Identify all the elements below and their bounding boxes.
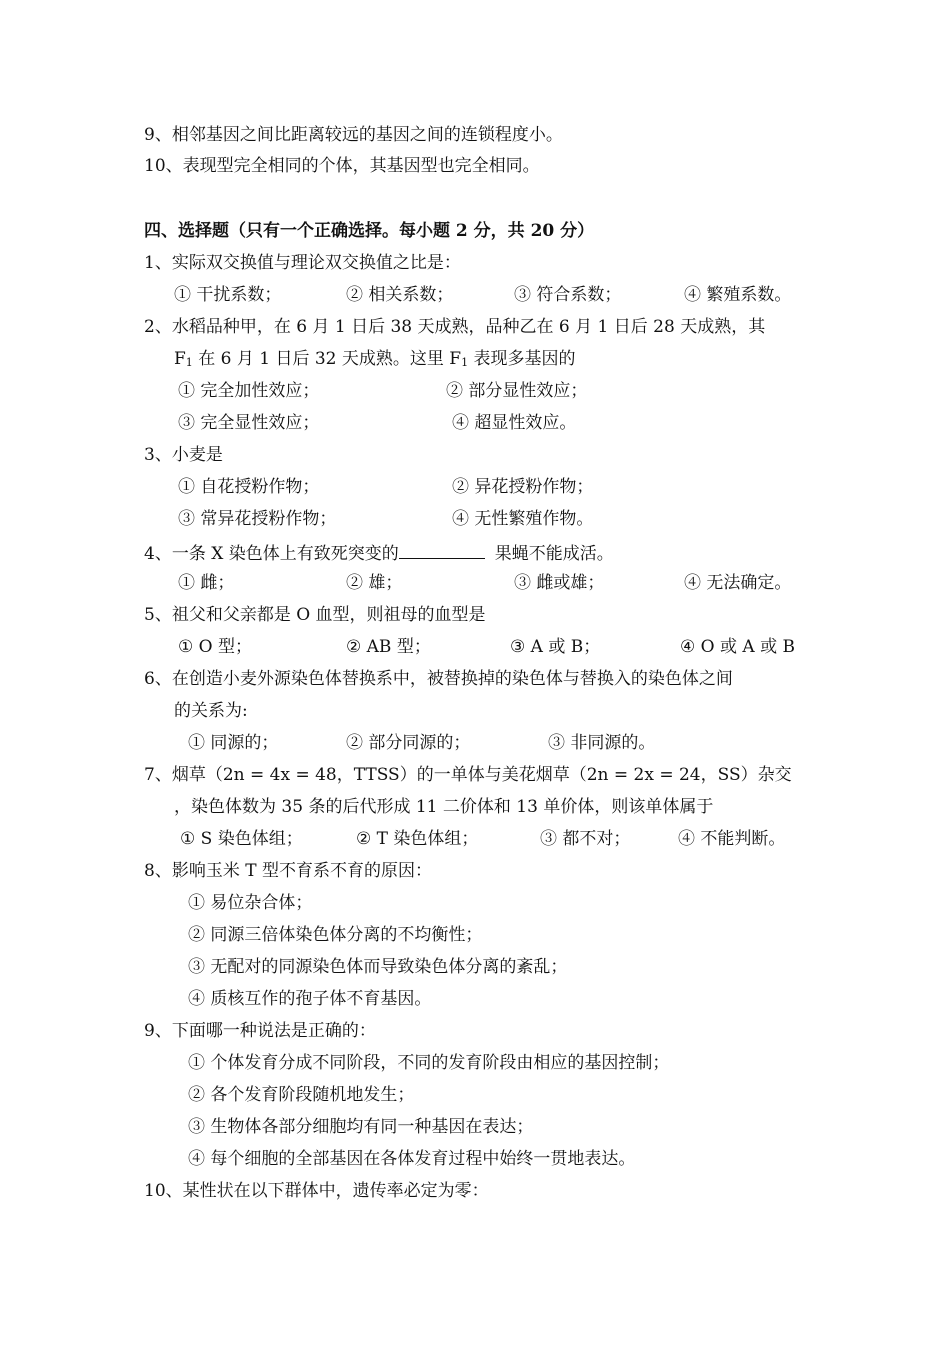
q6-option-2: ② 部分同源的； bbox=[346, 733, 471, 753]
q5-option-3: ③ A 或 B； bbox=[510, 637, 601, 657]
q1-option-3: ③ 符合系数； bbox=[514, 285, 622, 305]
q3-option-4: ④ 无性繁殖作物。 bbox=[452, 509, 594, 529]
tf-item-10: 10、表现型完全相同的个体，其基因型也完全相同。 bbox=[144, 156, 540, 176]
q5-option-1: ① O 型； bbox=[178, 637, 252, 657]
question-6-stem-cont: 的关系为: bbox=[174, 701, 248, 721]
q5-option-2: ② AB 型； bbox=[346, 637, 431, 657]
q7-option-4: ④ 不能判断。 bbox=[678, 829, 786, 849]
question-2-stem: 2、水稻品种甲，在 6 月 1 日后 38 天成熟，品种乙在 6 月 1 日后 28 天成熟，其 bbox=[144, 317, 766, 337]
q2-option-4: ④ 超显性效应。 bbox=[452, 413, 577, 433]
tf-item-9: 9、相邻基因之间比距离较远的基因之间的连锁程度小。 bbox=[144, 125, 563, 145]
question-10-stem: 10、某性状在以下群体中，遗传率必定为零： bbox=[144, 1181, 489, 1201]
question-9-stem: 9、下面哪一种说法是正确的： bbox=[144, 1021, 376, 1041]
q8-option-3: ③ 无配对的同源染色体而导致染色体分离的紊乱； bbox=[188, 957, 568, 977]
q3-option-1: ① 自花授粉作物； bbox=[178, 477, 320, 497]
q7-option-1: ① S 染色体组； bbox=[180, 829, 303, 849]
question-4-stem: 4、一条 X 染色体上有致死突变的 果蝇不能成活。 bbox=[144, 540, 614, 565]
section-heading: 四、选择题（只有一个正确选择。每小题 2 分，共 20 分） bbox=[144, 221, 595, 241]
question-1-stem: 1、实际双交换值与理论双交换值之比是： bbox=[144, 253, 461, 273]
q1-option-4: ④ 繁殖系数。 bbox=[684, 285, 792, 305]
q9-option-1: ① 个体发育分成不同阶段，不同的发育阶段由相应的基因控制； bbox=[188, 1053, 670, 1073]
q3-option-3: ③ 常异花授粉作物； bbox=[178, 509, 337, 529]
q2-option-1: ① 完全加性效应； bbox=[178, 381, 320, 401]
q8-option-2: ② 同源三倍体染色体分离的不均衡性； bbox=[188, 925, 483, 945]
question-7-stem: 7、烟草（2n = 4x = 48，TTSS）的一单体与美花烟草（2n = 2x = 24，SS）杂交 bbox=[144, 765, 792, 785]
q2-option-2: ② 部分显性效应； bbox=[446, 381, 588, 401]
q2-option-3: ③ 完全显性效应； bbox=[178, 413, 320, 433]
question-2-stem-cont: $F_1$ 在 6 月 1 日后 32 天成熟。这里 $F_1$ 表现多基因的 bbox=[174, 349, 576, 369]
q1-option-2: ② 相关系数； bbox=[346, 285, 454, 305]
q4-option-4: ④ 无法确定。 bbox=[684, 573, 792, 593]
q7-option-2: ② T 染色体组； bbox=[356, 829, 479, 849]
q7-option-3: ③ 都不对； bbox=[540, 829, 631, 849]
q4-option-3: ③ 雌或雄； bbox=[514, 573, 605, 593]
q5-option-4: ④ O 或 A 或 B bbox=[680, 637, 795, 657]
q4-option-2: ② 雄； bbox=[346, 573, 403, 593]
q9-option-3: ③ 生物体各部分细胞均有同一种基因在表达； bbox=[188, 1117, 534, 1137]
q6-option-1: ① 同源的； bbox=[188, 733, 279, 753]
question-6-stem: 6、在创造小麦外源染色体替换系中，被替换掉的染色体与替换入的染色体之间 bbox=[144, 669, 733, 689]
q9-option-4: ④ 每个细胞的全部基因在各体发育过程中始终一贯地表达。 bbox=[188, 1149, 636, 1169]
q8-option-1: ① 易位杂合体； bbox=[188, 893, 313, 913]
q6-option-3: ③ 非同源的。 bbox=[548, 733, 656, 753]
answer-blank bbox=[399, 540, 485, 559]
question-3-stem: 3、小麦是 bbox=[144, 445, 223, 465]
q8-option-4: ④ 质核互作的孢子体不育基因。 bbox=[188, 989, 432, 1009]
q9-option-2: ② 各个发育阶段随机地发生； bbox=[188, 1085, 415, 1105]
question-8-stem: 8、影响玉米 T 型不育系不育的原因： bbox=[144, 861, 432, 881]
q1-option-1: ① 干扰系数； bbox=[174, 285, 282, 305]
q3-option-2: ② 异花授粉作物； bbox=[452, 477, 594, 497]
question-7-stem-cont: ，染色体数为 35 条的后代形成 11 二价体和 13 单价体，则该单体属于 bbox=[174, 797, 714, 817]
question-5-stem: 5、祖父和父亲都是 O 血型，则祖母的血型是 bbox=[144, 605, 486, 625]
q4-option-1: ① 雌； bbox=[178, 573, 235, 593]
